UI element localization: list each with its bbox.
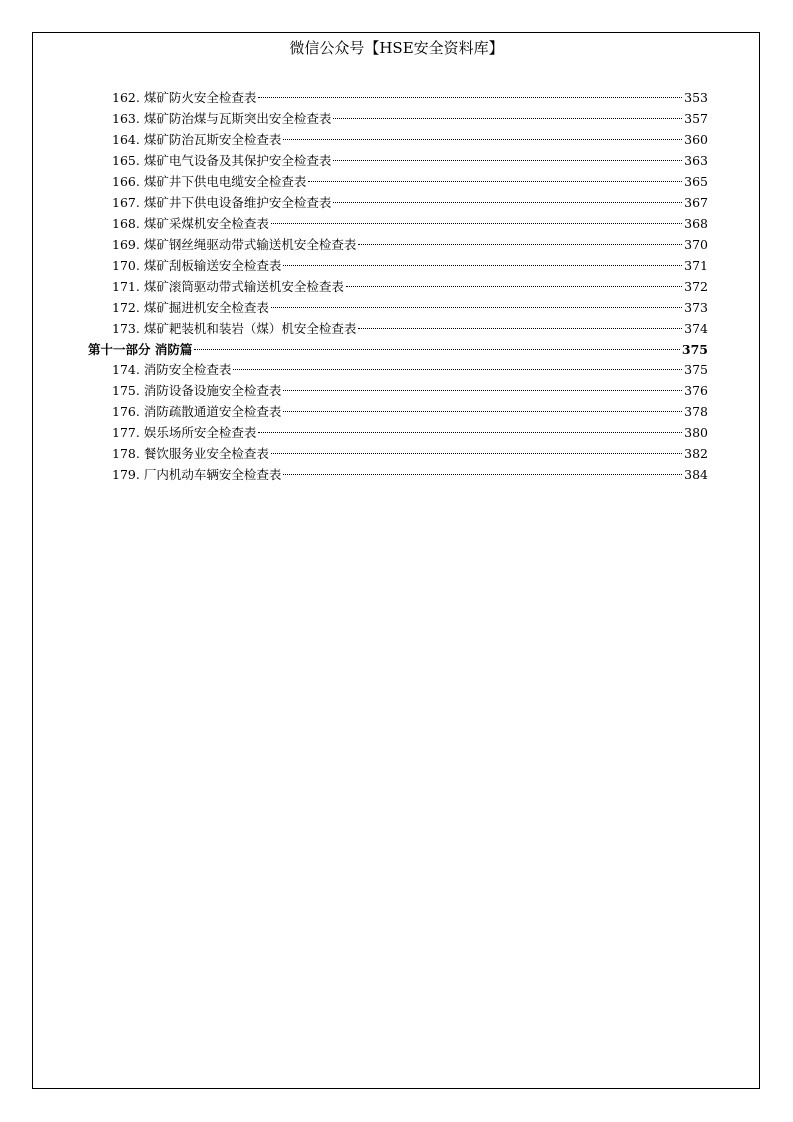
toc-number: 169. — [112, 237, 140, 252]
toc-page-number: 372 — [684, 279, 708, 294]
toc-number: 177. — [112, 425, 140, 440]
toc-dot-leader — [308, 181, 682, 182]
toc-dot-leader — [233, 369, 682, 370]
toc-title: 娱乐场所安全检查表 — [143, 425, 257, 440]
toc-row[interactable] — [112, 235, 708, 255]
toc-number: 171. — [112, 279, 140, 294]
toc-number: 168. — [112, 216, 140, 231]
toc-page-number: 368 — [684, 216, 708, 231]
toc-row[interactable] — [112, 193, 708, 213]
toc-dot-leader — [283, 474, 682, 475]
toc-row[interactable] — [112, 109, 708, 129]
toc-dot-leader — [271, 453, 682, 454]
toc-title: 煤矿采煤机安全检查表 — [143, 216, 269, 231]
toc-number: 174. — [112, 362, 140, 377]
toc-dot-leader — [333, 202, 682, 203]
toc-number: 167. — [112, 195, 140, 210]
toc-dot-leader — [358, 328, 682, 329]
toc-dot-leader — [283, 139, 682, 140]
toc-row[interactable] — [112, 360, 708, 380]
toc-row[interactable] — [112, 423, 708, 443]
toc-page-number: 382 — [684, 446, 708, 461]
toc-number: 166. — [112, 174, 140, 189]
toc-page-number: 374 — [684, 321, 708, 336]
toc-section-title: 第十一部分 消防篇 — [88, 342, 193, 357]
toc-row[interactable] — [112, 88, 708, 108]
toc-dot-leader — [271, 223, 682, 224]
toc-title: 煤矿滚筒驱动带式输送机安全检查表 — [143, 279, 344, 294]
toc-number: 162. — [112, 90, 140, 105]
toc-title: 煤矿掘进机安全检查表 — [143, 300, 269, 315]
toc-title: 煤矿防治瓦斯安全检查表 — [143, 132, 282, 147]
toc-number: 178. — [112, 446, 140, 461]
toc-dot-leader — [333, 118, 682, 119]
toc-row[interactable] — [112, 381, 708, 401]
toc-number: 179. — [112, 467, 140, 482]
toc-page-number: 371 — [684, 258, 708, 273]
toc-row[interactable] — [112, 256, 708, 276]
toc-number: 173. — [112, 321, 140, 336]
toc-title: 消防设备设施安全检查表 — [143, 383, 282, 398]
toc-title: 煤矿耙装机和装岩（煤）机安全检查表 — [143, 321, 357, 336]
toc-page-number: 380 — [684, 425, 708, 440]
toc-dot-leader — [271, 307, 682, 308]
toc-page-number: 353 — [684, 90, 708, 105]
toc-page-number: 384 — [684, 467, 708, 482]
toc-row[interactable] — [112, 319, 708, 339]
page-header: 微信公众号【HSE安全资料库】 — [289, 39, 504, 57]
toc-row[interactable] — [112, 444, 708, 464]
toc-title: 煤矿电气设备及其保护安全检查表 — [143, 153, 332, 168]
toc-title: 煤矿刮板输送安全检查表 — [143, 258, 282, 273]
toc-dot-leader — [283, 265, 682, 266]
toc-row[interactable] — [112, 465, 708, 485]
toc-title: 煤矿防治煤与瓦斯突出安全检查表 — [143, 111, 332, 126]
toc-dot-leader — [258, 97, 682, 98]
toc-dot-leader — [358, 244, 682, 245]
toc-section-row[interactable] — [88, 340, 708, 360]
toc-number: 165. — [112, 153, 140, 168]
toc-page-number: 375 — [681, 342, 708, 357]
toc-row[interactable] — [112, 298, 708, 318]
toc-number: 176. — [112, 404, 140, 419]
toc-title: 消防安全检查表 — [143, 362, 232, 377]
toc-dot-leader — [333, 160, 682, 161]
toc-title: 煤矿防火安全检查表 — [143, 90, 257, 105]
toc-number: 164. — [112, 132, 140, 147]
toc-page-number: 376 — [684, 383, 708, 398]
toc-number: 175. — [112, 383, 140, 398]
toc-title: 煤矿钢丝绳驱动带式输送机安全检查表 — [143, 237, 357, 252]
toc-page-number: 360 — [684, 132, 708, 147]
toc-dot-leader — [194, 349, 680, 350]
toc-title: 消防疏散通道安全检查表 — [143, 404, 282, 419]
toc-row[interactable] — [112, 402, 708, 422]
toc-number: 163. — [112, 111, 140, 126]
toc-row[interactable] — [112, 214, 708, 234]
toc-title: 餐饮服务业安全检查表 — [143, 446, 269, 461]
toc-page-number: 363 — [684, 153, 708, 168]
toc-page-number: 365 — [684, 174, 708, 189]
toc-dot-leader — [283, 411, 682, 412]
toc-page-number: 357 — [684, 111, 708, 126]
toc-row[interactable] — [112, 151, 708, 171]
toc-dot-leader — [346, 286, 682, 287]
toc-row[interactable] — [112, 172, 708, 192]
toc-title: 厂内机动车辆安全检查表 — [143, 467, 282, 482]
toc-dot-leader — [283, 390, 682, 391]
toc-number: 170. — [112, 258, 140, 273]
toc-title: 煤矿井下供电电缆安全检查表 — [143, 174, 307, 189]
toc-page-number: 373 — [684, 300, 708, 315]
toc-title: 煤矿井下供电设备维护安全检查表 — [143, 195, 332, 210]
toc-page-number: 370 — [684, 237, 708, 252]
toc-dot-leader — [258, 432, 682, 433]
toc-row[interactable] — [112, 277, 708, 297]
toc-number: 172. — [112, 300, 140, 315]
toc-row[interactable] — [112, 130, 708, 150]
toc-page-number: 378 — [684, 404, 708, 419]
toc-page-number: 375 — [684, 362, 708, 377]
toc-page-number: 367 — [684, 195, 708, 210]
